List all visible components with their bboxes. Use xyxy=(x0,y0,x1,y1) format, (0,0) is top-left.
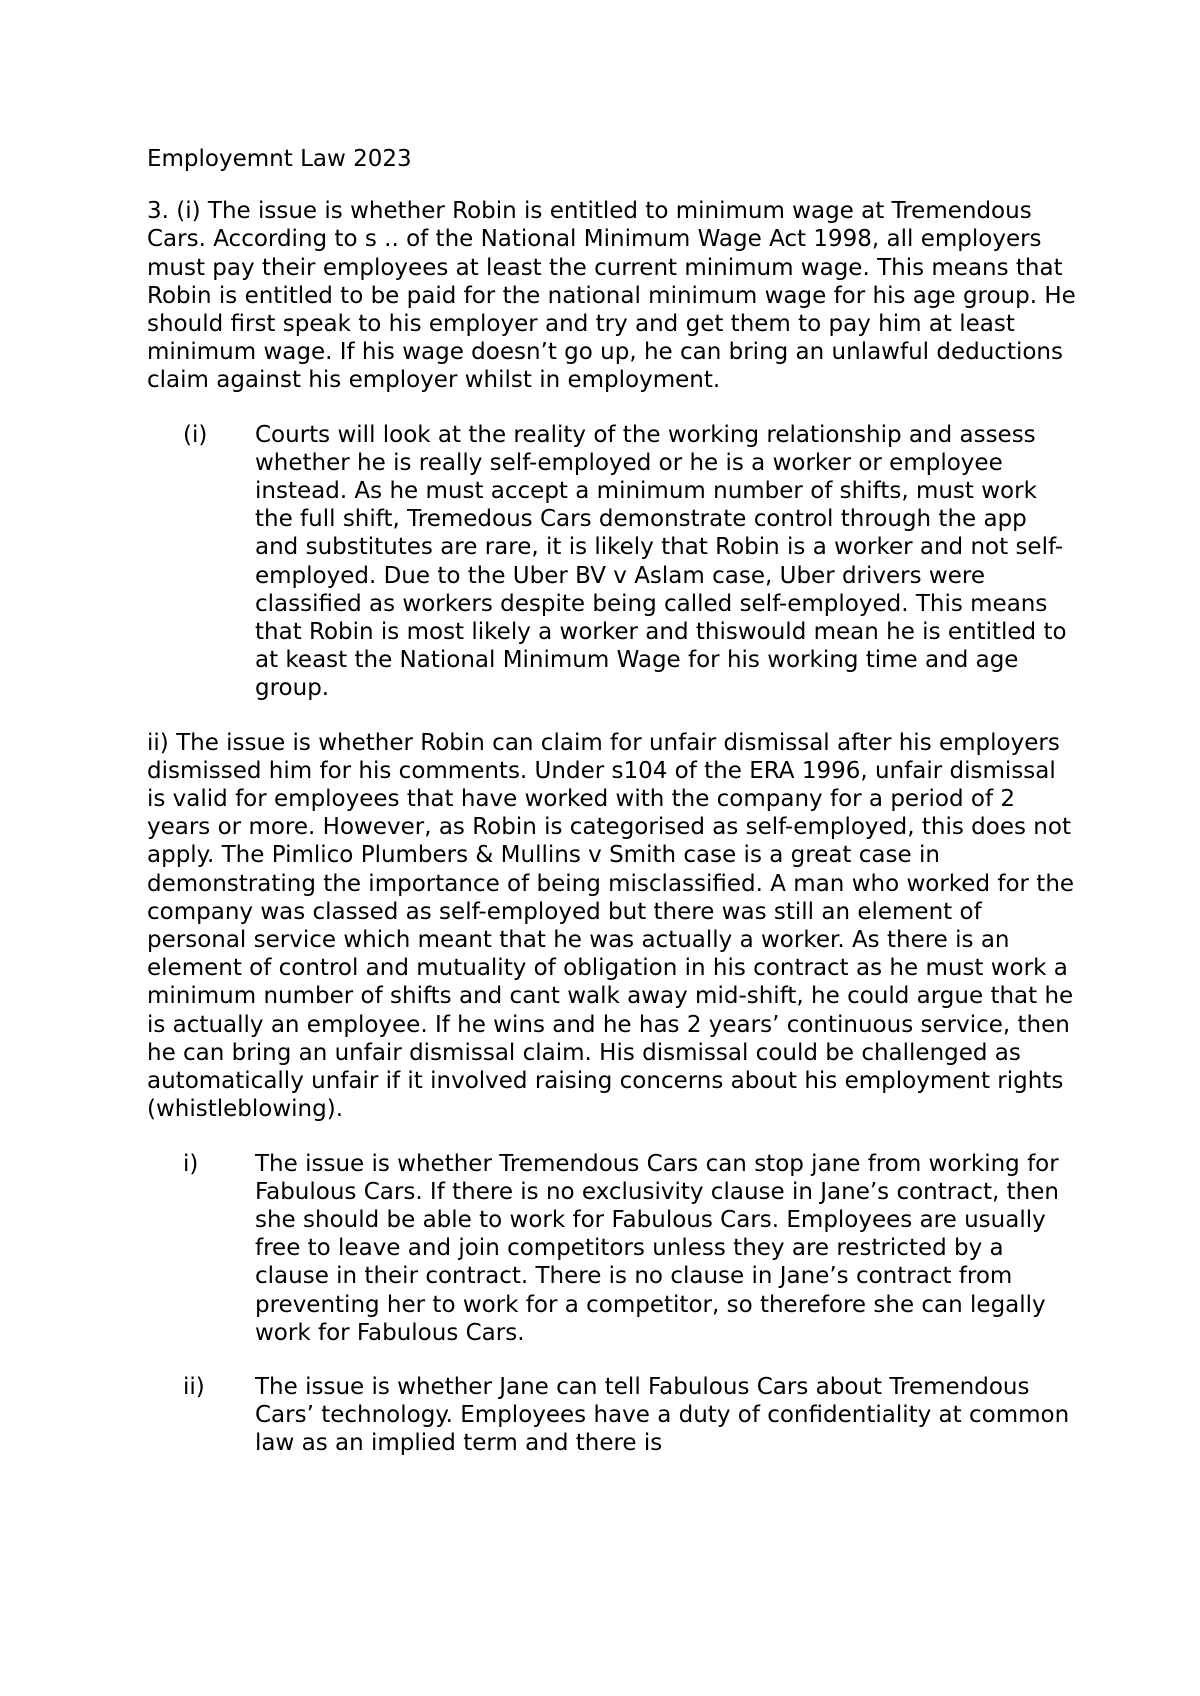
list-marker: i) xyxy=(183,1150,199,1177)
question-part-ii: ii) The issue is whether Robin can claim for unfair dismissal after his employers dismissed him for his comments. Under s104 of the ERA 1996, unfair dismissal is valid for employees that have worked with the company for a period of 2 years or more. However, as Robin is categorised as self-employed, this does not apply. The Pimlico Plumbers & Mullins v Smith case is a great case in demonstrating the importance of being misclassified. A man who worked for the company was classed as self-employed but there was still an element of personal service which meant that he was actually a worker. As there is an element of control and mutuality of obligation in his contract as he must work a minimum number of shifts and cant walk away mid-shift, he could argue that he is actually an employee. If he wins and he has 2 years’ continuous service, then he can bring an unfair dismissal claim. His dismissal could be challenged as automatically unfair if it involved raising concerns about his employment rights (whistleblowing). xyxy=(147,729,1075,1123)
question-3-intro: 3. (i) The issue is whether Robin is entitled to minimum wage at Tremendous Cars. According to s .. of the National Minimum Wage Act 1998, all employers must pay their employees at least the current minimum wage. This means that Robin is entitled to be paid for the national minimum wage for his age group. He should first speak to his employer and try and get them to pay him at least minimum wage. If his wage doesn’t go up, he can bring an unlawful deductions claim against his employer whilst in employment. xyxy=(147,198,1076,394)
list-item xyxy=(147,1150,1077,1347)
list-item xyxy=(147,421,1077,703)
list-item-text: The issue is whether Tremendous Cars can stop jane from working for Fabulous Cars. If there is no exclusivity clause in Jane’s contract, then she should be able to work for Fabulous Cars. Employees are usually free to leave and join competitors unless they are restricted by a clause in their contract. There is no clause in Jane’s contract from preventing her to work for a competitor, so therefore she can legally work for Fabulous Cars. xyxy=(255,1150,1059,1346)
list-item xyxy=(147,1373,1077,1458)
list-marker: (i) xyxy=(183,421,208,448)
list-item-text: The issue is whether Jane can tell Fabulous Cars about Tremendous Cars’ technology. Employees have a duty of confidentiality at common law as an implied term and there is xyxy=(255,1373,1070,1457)
document-body xyxy=(147,145,1077,1484)
list-item-text: Courts will look at the reality of the working relationship and assess whether he is really self-employed or he is a worker or employee instead. As he must accept a minimum number of shifts, must work the full shift, Tremedous Cars demonstrate control through the app and substitutes are rare, it is likely that Robin is a worker and not self-employed. Due to the Uber BV v Aslam case, Uber drivers were classified as workers despite being called self-employed. This means that Robin is most likely a worker and thiswould mean he is entitled to at keast the National Minimum Wage for his working time and age group. xyxy=(255,421,1067,702)
list-marker: ii) xyxy=(183,1373,205,1400)
document-title: Employemnt Law 2023 xyxy=(147,146,412,172)
